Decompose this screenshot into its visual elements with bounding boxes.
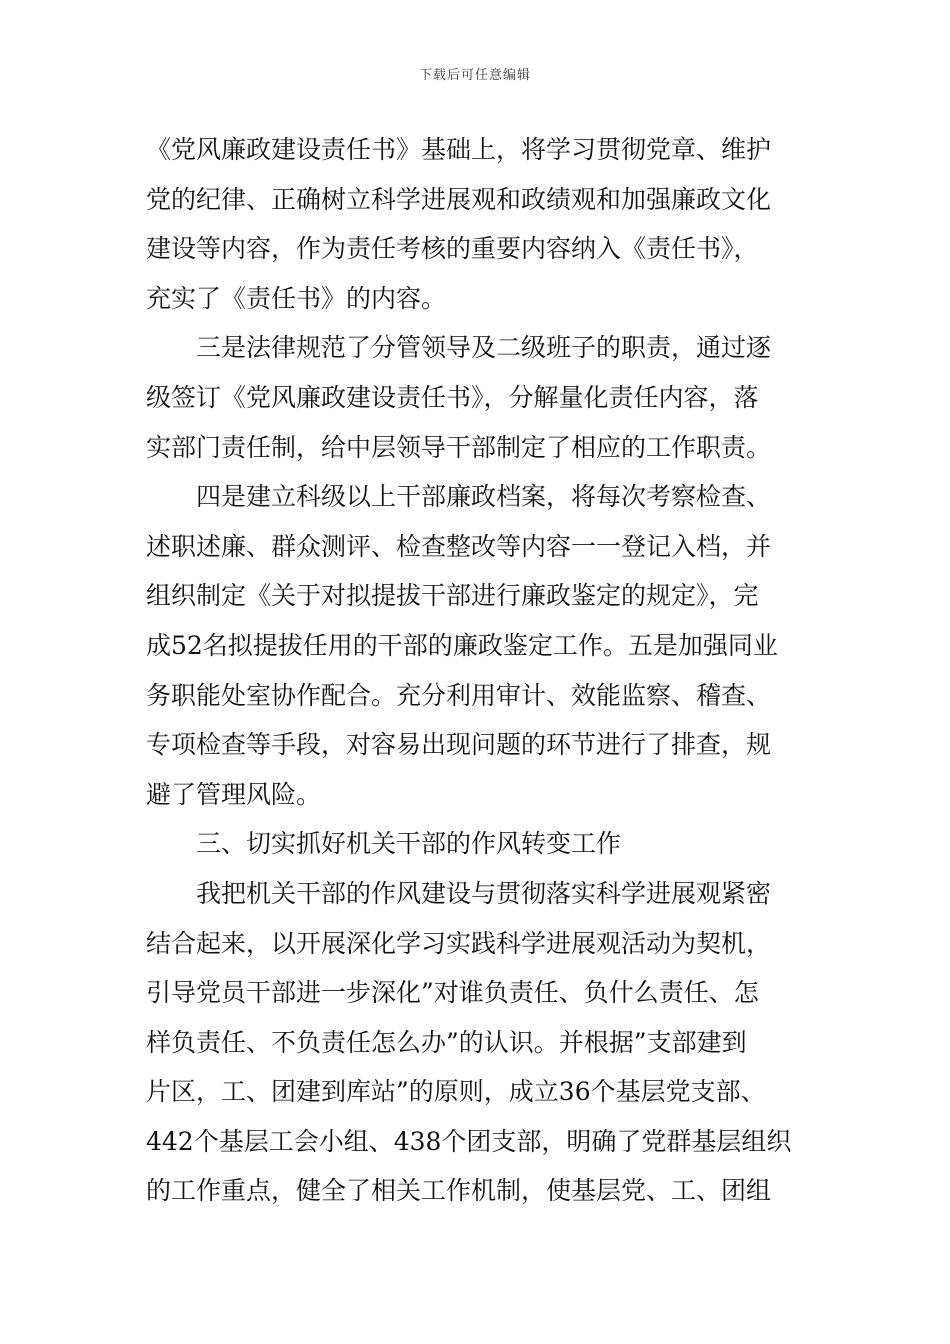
text-line: 实部门责任制，给中层领导干部制定了相应的工作职责。 xyxy=(146,432,772,462)
text-line: 务职能处室协作配合。充分利用审计、效能监察、稽查、 xyxy=(146,680,772,710)
page-header: 下载后可任意编辑 xyxy=(418,68,531,83)
text-line: 引导党员干部进一步深化”对谁负责任、负什么责任、怎 xyxy=(146,978,759,1008)
text-line: 442个基层工会小组、438个团支部，明确了党群基层组织 xyxy=(146,1126,792,1156)
text-line: 《党风廉政建设责任书》基础上，将学习贯彻党章、维护 xyxy=(146,135,772,164)
text-line: 专项检查等手段，对容易出现问题的环节进行了排查，规 xyxy=(146,730,772,760)
document-body xyxy=(146,125,826,1216)
text-line: 述职述廉、群众测评、检查整改等内容一一登记入档，并 xyxy=(146,531,772,561)
text-line: 组织制定《关于对拟提拔干部进行廉政鉴定的规定》，完 xyxy=(146,581,759,611)
paragraph-start-line: 三是法律规范了分管领导及二级班子的职责，通过逐 xyxy=(196,333,772,363)
text-line: 充实了《责任书》的内容。 xyxy=(146,283,447,313)
paragraph-start-line: 四是建立科级以上干部廉政档案，将每次考察检查、 xyxy=(196,482,772,512)
text-line: 级签订《党风廉政建设责任书》，分解量化责任内容，落 xyxy=(146,382,759,412)
section-heading: 三、切实抓好机关干部的作风转变工作 xyxy=(196,829,622,859)
text-line: 结合起来，以开展深化学习实践科学进展观活动为契机， xyxy=(146,928,772,958)
paragraph-start-line: 我把机关干部的作风建设与贯彻落实科学进展观紧密 xyxy=(196,878,772,908)
text-line: 建设等内容，作为责任考核的重要内容纳入《责任书》， xyxy=(146,234,759,264)
text-line: 的工作重点，健全了相关工作机制，使基层党、工、团组 xyxy=(146,1176,772,1206)
text-line: 避了管理风险。 xyxy=(146,779,322,809)
text-line: 样负责任、不负责任怎么办”的认识。并根据”支部建到 xyxy=(146,1027,747,1057)
text-line: 片区，工、团建到库站”的原则，成立36个基层党支部、 xyxy=(146,1077,766,1107)
text-line: 成52名拟提拔任用的干部的廉政鉴定工作。五是加强同业 xyxy=(146,630,778,660)
text-line: 党的纪律、正确树立科学进展观和政绩观和加强廉政文化 xyxy=(146,184,772,214)
